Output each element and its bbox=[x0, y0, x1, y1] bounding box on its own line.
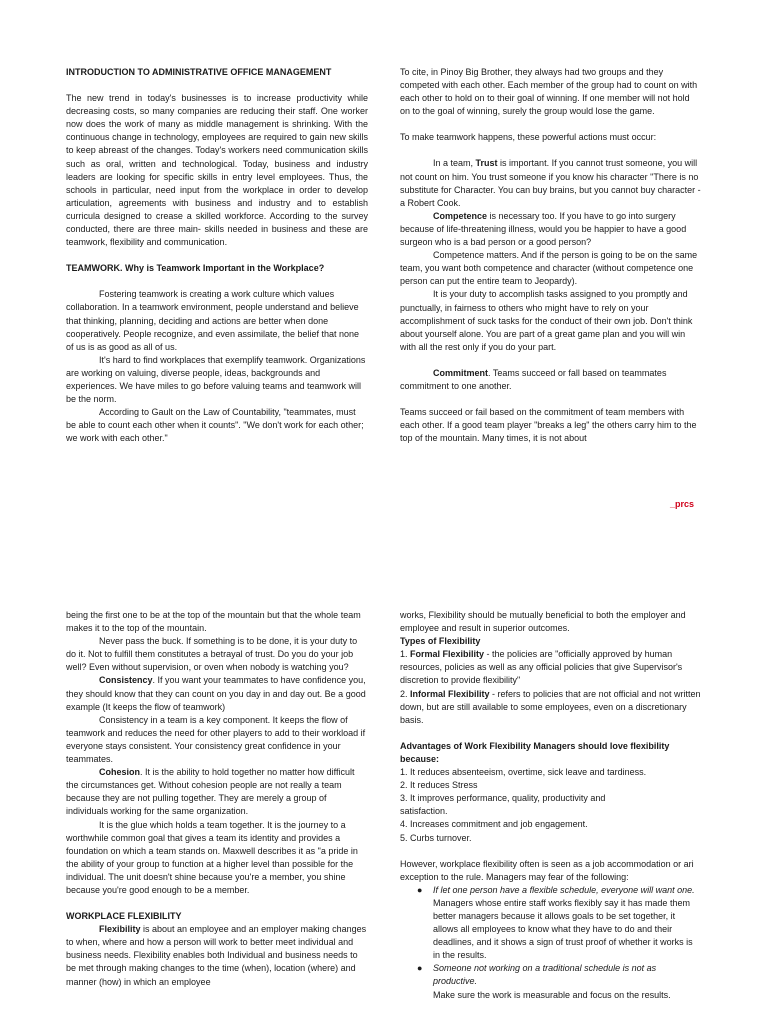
competence-matters-paragraph: Competence matters. And if the person is going to be on the same team, you want both competence and character (without competence one person can put the entire team to Jeopardy). bbox=[400, 250, 698, 287]
mutual-benefit-paragraph: works, Flexibility should be mutually beneficial to both the employer and employee and result in superior outcomes. bbox=[400, 610, 686, 634]
cohesion-term: Cohesion bbox=[99, 767, 141, 778]
pinoy-big-brother-paragraph: To cite, in Pinoy Big Brother, they always had two groups and they competed with each other. Each member of the group had to count on with each other to hold on to their goal of winning. If one member will not hold on to the goal of winning, surely the group would lose the game. bbox=[400, 67, 698, 117]
fear-statement: Someone not working on a traditional schedule is not as productive. bbox=[433, 963, 657, 987]
powerful-actions-paragraph: To make teamwork happens, these powerful actions must occur: bbox=[400, 132, 657, 143]
types-of-flexibility-heading: Types of Flexibility bbox=[400, 636, 481, 647]
teamwork-heading: TEAMWORK. Why is Teamwork Important in the Workplace? bbox=[66, 263, 325, 274]
manager-fears-list bbox=[400, 884, 702, 1002]
duty-paragraph: It is your duty to accomplish tasks assigned to you promptly and punctually, in fairness to others who might have to rely on your accomplishment of suck tasks for the conduct of their own job. Don't think about yourself alone. You are part of a great game plan and you will win with all the rest only if you do your part. bbox=[400, 289, 693, 352]
flexibility-term: Flexibility bbox=[99, 924, 141, 935]
list-item bbox=[400, 884, 702, 963]
teamwork-paragraph-1: Fostering teamwork is creating a work culture which values collaboration. In a teamwork environment, people understand and believe that thinking, planning, deciding and actions are better when done cooperatively. People recognize, and even assimilate, the belief that none of us is as good as all of us. bbox=[66, 289, 360, 352]
bullet-icon: ● bbox=[417, 963, 423, 974]
flexibility-paragraph: Flexibility is about an employee and an employer making changes to when, where and how a person will work to better meet individual and business needs. Flexibility enables both Individual and business needs to be met through making changes to the time (when), location (where) and manner (how) in which an employee bbox=[66, 924, 367, 987]
consistency-term: Consistency bbox=[99, 675, 153, 686]
bullet-icon: ● bbox=[417, 884, 423, 895]
page2-left-column bbox=[66, 609, 368, 989]
fear-statement: If let one person have a flexible schedule, everyone will want one. bbox=[433, 884, 695, 895]
advantage-item: 4. Increases commitment and job engagement. bbox=[400, 819, 588, 830]
cohesion-paragraph: Cohesion. It is the ability to hold together no matter how difficult the circumstances get. Without cohesion people are not really a team because they are not pulling together. They are merely a group of individuals working for the same organization. bbox=[66, 767, 355, 817]
workplace-flexibility-heading: WORKPLACE FLEXIBILITY bbox=[66, 911, 182, 922]
formal-flexibility-item: 1. Formal Flexibility - the policies are "officially approved by human resources, policies as well as any official policies that give Supervisor's discretion to provide flexibility" bbox=[400, 649, 683, 686]
competence-paragraph: Competence is necessary too. If you have to go into surgery because of life-threatening illness, would you be happier to have a good surgeon who is a bad person or a good person? bbox=[400, 210, 687, 248]
page1-right-column bbox=[400, 66, 702, 445]
intro-paragraph: The new trend in today's businesses is to increase productivity while decreasing costs, so many companies are reducing their staff. One worker now does the work of many as middle management is shrinking. With the continuous change in technology, employees are required to gain new skills to keep abreast of the changes. Today's workers need communication skills such as oral, written and technological. Today, business and industry leaders are looking for specific skills in entry level employees. Thus, the schools in particular, need input from the workplace in order to develop articulation, agreements with business and industry and to establish curricula designed to crease a skilled workforce. According to the survey conducted, there are three main- skills needed in business and these are teamwork, flexibility and communication. bbox=[66, 93, 368, 248]
informal-flexibility-item: 2. Informal Flexibility - refers to policies that are not official and not written down, but are still available to some employees, even on a discretionary basis. bbox=[400, 688, 701, 725]
commitment-paragraph: Commitment. Teams succeed or fall based on teammates commitment to one another. bbox=[400, 367, 667, 391]
list-item bbox=[400, 962, 702, 1001]
advantage-item: 3. It improves performance, quality, productivity and bbox=[400, 793, 606, 804]
competence-term: Competence bbox=[433, 210, 488, 221]
doc-title: INTRODUCTION TO ADMINISTRATIVE OFFICE MANAGEMENT bbox=[66, 67, 332, 77]
advantage-item: 5. Curbs turnover. bbox=[400, 832, 472, 843]
trust-paragraph: In a team, Trust is important. If you cannot trust someone, you will not count on him. You trust someone if you know his character "There is no substitute for Character. You can buy brains, but you cannot buy character - a Robert Cook. bbox=[400, 158, 701, 208]
however-paragraph: However, workplace flexibility often is seen as a job accommodation or ari exception to the rule. Managers may fear of the following: bbox=[400, 858, 694, 882]
page1-left-column bbox=[66, 66, 368, 445]
page2-right-column bbox=[400, 609, 702, 1002]
commitment-term: Commitment bbox=[433, 367, 489, 378]
fear-response: Managers whose entire staff works flexibly say it has made them better managers because it allows goals to be set together, it allows all employees to know what they have to do and their deadlines, and it shows a sign of trust proof of whether it works is in the results. bbox=[433, 897, 693, 961]
fear-response: Make sure the work is measurable and focus on the results. bbox=[433, 989, 671, 1000]
advantage-item: satisfaction. bbox=[400, 806, 448, 817]
trust-term: Trust bbox=[475, 158, 498, 169]
advantage-item: 1. It reduces absenteeism, overtime, sick leave and tardiness. bbox=[400, 767, 647, 778]
formal-flexibility-term: Formal Flexibility bbox=[410, 649, 485, 660]
teamwork-paragraph-2: It's hard to find workplaces that exemplify teamwork. Organizations are working on valuing, diverse people, ideas, backgrounds and experiences. We have miles to go before valuing teams and teamwork will be the norm. bbox=[66, 354, 366, 405]
advantages-heading: Advantages of Work Flexibility Managers should love flexibility because: bbox=[400, 740, 670, 764]
advantage-item: 2. It reduces Stress bbox=[400, 780, 478, 791]
glue-paragraph: It is the glue which holds a team together. It is the journey to a worthwhile common goal that gives a team its identity and provides a foundation on which a team stands on. Maxwell describes it as "a pride in the ability of your group to function at a higher level than possible for the individual. The unit doesn't shine because you're a member, you shine because you're good enough to be a member. bbox=[66, 819, 358, 895]
consistency-key-paragraph: Consistency in a team is a key component. It keeps the flow of teamwork and reduces the need for other players to add to their workload if everyone stays consistent. Your consistency great confidence in your teammates. bbox=[66, 714, 366, 765]
team-commitment-paragraph: Teams succeed or fail based on the commitment of team members with each other. If a good team player "breaks a leg" the others carry him to the top of the mountain. Many times, it is not about bbox=[400, 407, 697, 444]
pass-the-buck-paragraph: Never pass the buck. If something is to be done, it is your duty to do it. Not to fulfill them constitutes a betrayal of trust. Do you do your job well? Even without supervision, or oven when nobody is watching you? bbox=[66, 636, 358, 673]
teamwork-paragraph-3: According to Gault on the Law of Countability, "teammates, must be able to count each other when it counts". "We don't work for each other; we work with each other." bbox=[66, 407, 364, 444]
signature-mark: _prcs bbox=[670, 499, 695, 509]
informal-flexibility-term: Informal Flexibility bbox=[410, 688, 490, 699]
consistency-paragraph: Consistency. If you want your teammates to have confidence you, they should know that they can count on you day in and day out. Be a good example (It keeps the flow of teamwork) bbox=[66, 675, 366, 712]
mountain-paragraph: being the first one to be at the top of the mountain but that the whole team makes it to the top of the mountain. bbox=[66, 610, 361, 634]
